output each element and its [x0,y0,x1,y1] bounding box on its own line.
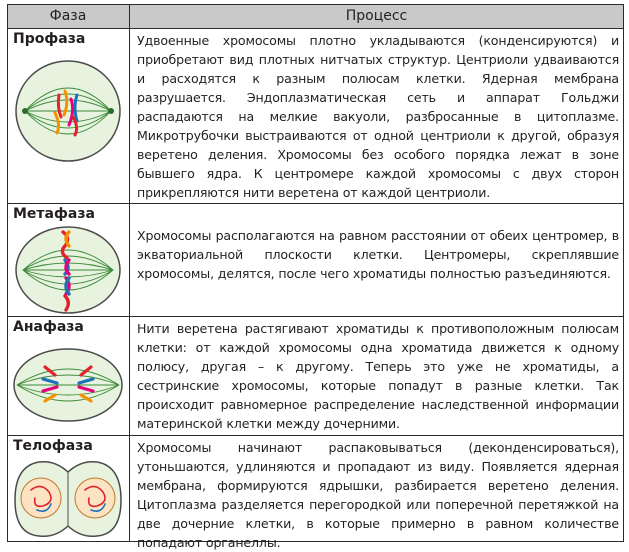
telophase-cell-image [11,458,125,540]
table-header [8,5,623,29]
table-row-prophase [8,29,623,204]
table-row-anaphase [8,317,623,436]
process-text: Удвоенные хромосомы плотно укладываются (конденсируются) и приобретают вид плотных нитчатых структур. Центриоли удваиваются и расходятся к разным полюсам клетки. Ядерная мембрана разрушается. Эндоплазматическая сеть и аппарат Гольджи распадаются на мелкие вакуоли, разбросанные в цитоплазме. Микротрубочки выстраиваются от одной центриоли к другой, образуя веретено деления. Хромосомы без особого порядка лежат в зоне бывшего ядра. К центромере каждой хромосомы с двух сторон прикрепляются нити веретена от каждой центриоли. [137,33,619,200]
metaphase-cell-image [11,224,125,316]
header-process: Процесс [345,8,408,24]
anaphase-cell-image [11,341,125,425]
phase-label: Метафаза [13,206,95,222]
process-text: Хромосомы начинают распаковываться (деконденсироваться), утоньшаются, удлиняются и пропадают из виду. Появляется ядерная мембрана, формируются ядрышки, разбирается веретено деления. Цитоплазма разделяется перегородкой или поперечной перетяжкой на две дочерние клетки, в которые примерно в равном количестве попадают органеллы. [137,440,619,550]
process-text: Хромосомы располагаются на равном расстоянии от обеих центромер, в экваториальной плоскости клетки. Центромеры, скреплявшие хромосомы, делятся, после чего хроматиды полностью разъединяются. [137,228,619,281]
phase-label: Телофаза [13,438,93,454]
process-text: Нити веретена растягивают хроматиды к противоположным полюсам клетки: от каждой хромосомы одна хроматида движется к одному полюсу, другая – к другому. Теперь это уже не хроматиды, а сестринские хромосомы, которые попадут в разные клетки. Так происходит равномерное распределение наследственной информации материнской клетки между дочерними. [137,321,619,431]
phase-label: Профаза [13,31,86,47]
phase-label: Анафаза [13,319,84,335]
mitosis-table [7,4,624,550]
table-row-metaphase [8,204,623,317]
header-phase: Фаза [49,8,87,24]
table-row-telophase [8,436,623,550]
prophase-cell-image [11,55,125,167]
